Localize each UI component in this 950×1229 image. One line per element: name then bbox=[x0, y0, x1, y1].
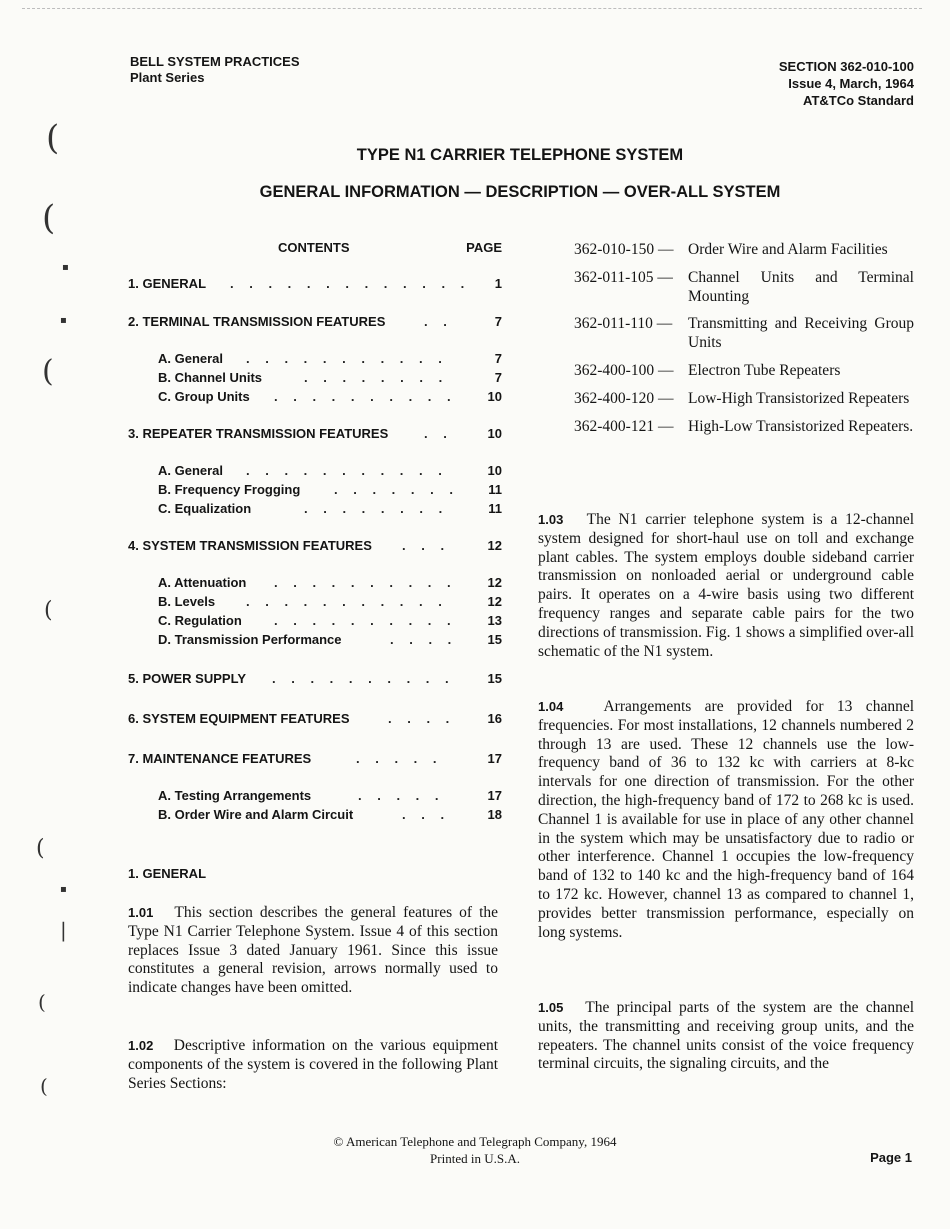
issue-date: Issue 4, March, 1964 bbox=[788, 76, 914, 91]
paragraph-1-03 bbox=[538, 511, 914, 661]
header-right bbox=[779, 58, 914, 109]
margin-mark: | bbox=[60, 918, 67, 942]
reference-title: Order Wire and Alarm Facilities bbox=[688, 241, 888, 258]
toc-leader: . . . . . . . . . . . bbox=[246, 594, 448, 609]
margin-mark: ▪ bbox=[60, 315, 67, 326]
toc-entry-label: C. Group Units bbox=[158, 389, 250, 404]
toc-entry[interactable] bbox=[128, 276, 502, 295]
reference-title: High-Low Transistorized Repeaters. bbox=[688, 417, 914, 435]
toc-entry-page: 15 bbox=[487, 671, 502, 686]
toc-leader: . . . . bbox=[388, 711, 456, 726]
toc-entry-page: 7 bbox=[494, 351, 502, 366]
document-title: TYPE N1 CARRIER TELEPHONE SYSTEM bbox=[356, 146, 684, 164]
toc-header bbox=[128, 238, 502, 268]
toc-entry[interactable] bbox=[128, 711, 502, 730]
toc-entry[interactable] bbox=[128, 594, 502, 613]
toc-entry[interactable] bbox=[128, 807, 502, 826]
toc-entry-page: 10 bbox=[487, 463, 502, 478]
toc-leader: . . . bbox=[402, 807, 451, 822]
toc-entry-label: 3. REPEATER TRANSMISSION FEATURES bbox=[128, 426, 389, 441]
toc-entry-label: B. Levels bbox=[158, 594, 216, 609]
toc-entry[interactable] bbox=[128, 613, 502, 632]
paragraph-text: Descriptive information on the various equipment components of the system is covered in the following Plant Series Sections: bbox=[128, 1037, 499, 1092]
reference-list bbox=[574, 241, 914, 445]
header-left bbox=[130, 54, 300, 86]
reference-number: 362-011-110 — bbox=[574, 315, 673, 333]
reference-item bbox=[574, 269, 914, 307]
toc-entry[interactable] bbox=[128, 671, 502, 690]
reference-item bbox=[574, 362, 914, 381]
reference-item bbox=[574, 315, 914, 353]
reference-item bbox=[574, 390, 914, 409]
toc-entry[interactable] bbox=[128, 463, 502, 482]
toc-entry-page: 12 bbox=[487, 594, 502, 609]
toc-entry-label: D. Transmission Performance bbox=[158, 632, 342, 647]
paragraph-text: This section describes the general features of the Type N1 Carrier Telephone System. Issue 4 of this section replaces Issue 3 dated January 1961. Since this issue constitutes a general revision, arrows normally used to indicate changes have been omitted. bbox=[128, 904, 499, 997]
toc-entry-label: 1. GENERAL bbox=[128, 276, 207, 291]
margin-mark: ( bbox=[40, 1074, 48, 1098]
toc-entry[interactable] bbox=[128, 751, 502, 770]
reference-item bbox=[574, 241, 914, 260]
toc-entry-label: 4. SYSTEM TRANSMISSION FEATURES bbox=[128, 538, 372, 553]
reference-title: Transmitting and Receiving Group Units bbox=[688, 315, 914, 352]
paragraph-number: 1.01 bbox=[128, 905, 154, 920]
printed-notice: Printed in U.S.A. bbox=[430, 1151, 520, 1166]
paragraph-text: Arrangements are provided for 13 channel frequencies. For most installations, 12 channels numbered 2 through 13 are used. These 12 channels use the low-frequency band of 36 to 132 kc with carriers at 8-kc intervals for one direction of transmission. For the other direction, the high-frequency band of 172 to 268 kc is used. Channel 1 is available for use in place of any other channel in the system which may be unsatisfactory due to radio or other interference. Channel 1 occupies the low-frequency band of 132 to 140 kc and the high-frequency band of 164 to 172 kc. However, channel 13 as compared to channel 1, provides better transmission performance, especially on long systems. bbox=[538, 698, 915, 941]
paragraph-1-02 bbox=[128, 1037, 498, 1093]
toc-leader: . . . . . . . . . . . . . bbox=[230, 276, 471, 291]
toc-leader: . . . . . bbox=[356, 751, 443, 766]
toc-entry[interactable] bbox=[128, 482, 502, 501]
margin-mark: ( bbox=[36, 836, 45, 861]
table-of-contents bbox=[128, 238, 502, 826]
toc-leader: . . . . . . . . . . bbox=[274, 575, 457, 590]
toc-entry-label: 5. POWER SUPPLY bbox=[128, 671, 246, 686]
toc-leader: . . . . bbox=[390, 632, 458, 647]
reference-number: 362-400-121 — bbox=[574, 417, 674, 435]
toc-leader: . . . . . . . . . . . bbox=[246, 463, 448, 478]
toc-entry[interactable] bbox=[128, 632, 502, 651]
reference-number: 362-011-105 — bbox=[574, 268, 673, 286]
toc-entry[interactable] bbox=[128, 575, 502, 594]
toc-leader: . . . . . . . bbox=[334, 482, 459, 497]
copyright-notice: © American Telephone and Telegraph Company, 1964 bbox=[333, 1134, 617, 1149]
reference-title: Channel Units and Terminal Mounting bbox=[688, 268, 914, 305]
toc-entry-label: C. Equalization bbox=[158, 501, 252, 516]
margin-mark: ( bbox=[44, 598, 53, 623]
toc-entry-label: A. General bbox=[158, 351, 224, 366]
toc-entry-label: C. Regulation bbox=[158, 613, 242, 628]
document-subtitle: GENERAL INFORMATION — DESCRIPTION — OVER-ALL SYSTEM bbox=[259, 183, 781, 201]
toc-leader: . . . . . . . . . . bbox=[274, 389, 457, 404]
toc-leader: . . . . . . . . bbox=[304, 501, 449, 516]
toc-entry-label: B. Order Wire and Alarm Circuit bbox=[158, 807, 354, 822]
margin-mark: ▪ bbox=[62, 262, 69, 273]
toc-entry-page: 11 bbox=[488, 482, 502, 497]
series-title: BELL SYSTEM PRACTICES bbox=[130, 54, 300, 69]
toc-leader: . . bbox=[424, 426, 453, 441]
reference-item bbox=[574, 418, 914, 437]
toc-entry[interactable] bbox=[128, 351, 502, 370]
toc-entry-page: 18 bbox=[487, 807, 502, 822]
toc-leader: . . bbox=[424, 314, 453, 329]
toc-entry-label: B. Frequency Frogging bbox=[158, 482, 301, 497]
paragraph-number: 1.05 bbox=[538, 1000, 564, 1015]
toc-entry-page: 13 bbox=[487, 613, 502, 628]
section-heading-general: 1. GENERAL bbox=[128, 866, 207, 881]
toc-entry-label: A. General bbox=[158, 463, 224, 478]
toc-entry-page: 7 bbox=[494, 314, 502, 329]
paragraph-number: 1.04 bbox=[538, 699, 564, 714]
margin-mark: ( bbox=[38, 990, 46, 1014]
toc-leader: . . . . . bbox=[358, 788, 445, 803]
toc-entry-label: 7. MAINTENANCE FEATURES bbox=[128, 751, 312, 766]
toc-leader: . . . . . . . . . . . bbox=[246, 351, 448, 366]
toc-entry[interactable] bbox=[128, 788, 502, 807]
toc-entry-page: 17 bbox=[487, 751, 502, 766]
page-number: Page 1 bbox=[870, 1150, 912, 1165]
section-number: SECTION 362-010-100 bbox=[778, 59, 914, 74]
scan-edge-line bbox=[22, 8, 922, 9]
toc-entry-page: 10 bbox=[487, 389, 502, 404]
toc-entry[interactable] bbox=[128, 538, 502, 557]
reference-title: Electron Tube Repeaters bbox=[688, 361, 841, 379]
toc-entry-label: B. Channel Units bbox=[158, 370, 263, 385]
toc-entry-page: 12 bbox=[487, 538, 502, 553]
toc-entry[interactable] bbox=[128, 426, 502, 445]
margin-mark: ▪ bbox=[60, 884, 67, 895]
toc-entry-label: A. Attenuation bbox=[158, 575, 247, 590]
toc-entry[interactable] bbox=[128, 389, 502, 408]
reference-title: Low-High Transistorized Repeaters bbox=[688, 389, 910, 407]
standard-label: AT&TCo Standard bbox=[803, 93, 914, 108]
toc-entry-page: 11 bbox=[488, 501, 502, 516]
toc-page-heading: PAGE bbox=[466, 240, 502, 255]
toc-entry-page: 17 bbox=[487, 788, 502, 803]
paragraph-number: 1.02 bbox=[128, 1038, 154, 1053]
toc-entry-page: 12 bbox=[487, 575, 502, 590]
toc-entry-page: 15 bbox=[487, 632, 502, 647]
paragraph-1-04 bbox=[538, 698, 914, 942]
toc-entry-page: 1 bbox=[494, 276, 502, 291]
paragraph-text: The principal parts of the system are the channel units, the transmitting and receiving group units, and the repeaters. The channel units consist of the voice frequency terminal circuits, the signaling circuits, and the bbox=[538, 999, 915, 1073]
toc-entry-label: A. Testing Arrangements bbox=[158, 788, 312, 803]
toc-entry[interactable] bbox=[128, 501, 502, 520]
paragraph-1-01 bbox=[128, 904, 498, 998]
toc-leader: . . . . . . . . bbox=[304, 370, 449, 385]
toc-entry-page: 16 bbox=[487, 711, 502, 726]
reference-number: 362-400-100 — bbox=[574, 361, 674, 379]
toc-leader: . . . bbox=[402, 538, 451, 553]
toc-entry-label: 2. TERMINAL TRANSMISSION FEATURES bbox=[128, 314, 386, 329]
series-subtitle: Plant Series bbox=[130, 70, 205, 85]
footer bbox=[0, 1133, 950, 1167]
paragraph-text: The N1 carrier telephone system is a 12-channel system designed for short-haul use on toll and exchange plant cables. The system employs double sideband carrier transmission on nonloaded aerial or underground cable pairs. It operates on a 4-wire basis using two different frequency ranges and separate cable pairs for the two directions of transmission. Fig. 1 shows a simplified over-all schematic of the N1 system. bbox=[538, 511, 915, 660]
toc-entry[interactable] bbox=[128, 370, 502, 389]
toc-leader: . . . . . . . . . . bbox=[274, 613, 457, 628]
paragraph-1-05 bbox=[538, 999, 914, 1074]
margin-mark: ( bbox=[46, 118, 60, 158]
toc-entry-page: 10 bbox=[487, 426, 502, 441]
toc-entry-label: 6. SYSTEM EQUIPMENT FEATURES bbox=[128, 711, 350, 726]
toc-entry-page: 7 bbox=[494, 370, 502, 385]
toc-leader: . . . . . . . . . . bbox=[272, 671, 455, 686]
reference-number: 362-010-150 — bbox=[574, 241, 674, 258]
toc-entry[interactable] bbox=[128, 314, 502, 333]
margin-mark: ( bbox=[42, 354, 54, 389]
paragraph-number: 1.03 bbox=[538, 512, 564, 527]
margin-mark: ( bbox=[42, 198, 56, 238]
toc-heading: CONTENTS bbox=[278, 240, 350, 255]
reference-number: 362-400-120 — bbox=[574, 389, 674, 407]
